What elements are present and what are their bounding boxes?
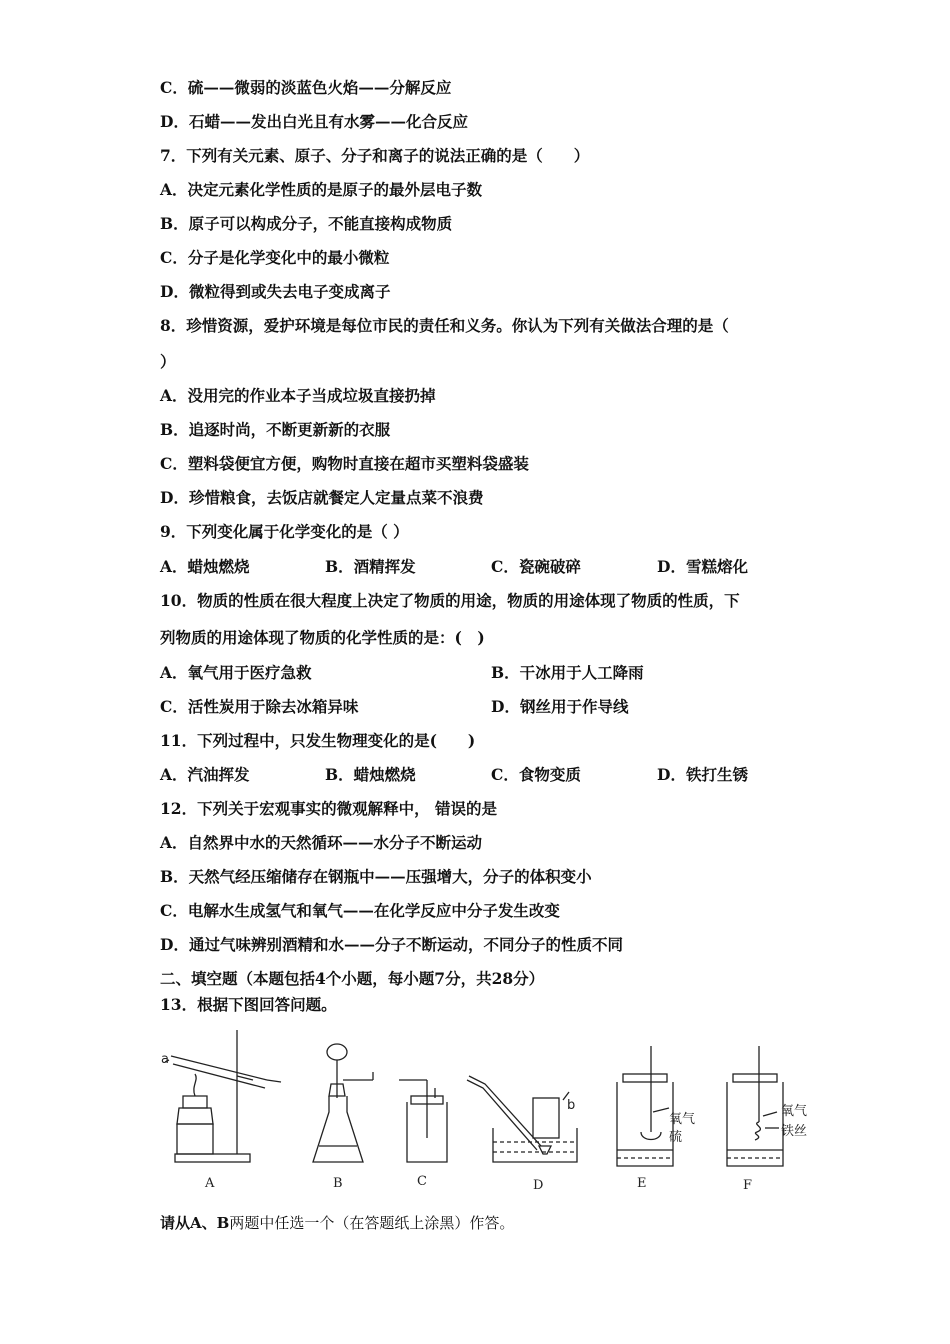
- figure-label-e: E: [637, 1176, 647, 1191]
- q9-option-b: B．酒精挥发: [325, 557, 416, 576]
- q11-option-a: A．汽油挥发: [160, 765, 250, 784]
- q11-stem: 11．下列过程中，只发生物理变化的是( ): [160, 731, 476, 750]
- q8-option-c: C．塑料袋便宜方便，购物时直接在超市买塑料袋盛装: [160, 454, 529, 473]
- q9-stem: 9．下列变化属于化学变化的是（ ）: [160, 522, 409, 541]
- apparatus-b: [313, 1044, 373, 1162]
- q10-stem-line2: 列物质的用途体现了物质的化学性质的是：( ): [160, 628, 485, 647]
- apparatus-a: [165, 1030, 281, 1162]
- q9-option-a: A．蜡烛燃烧: [160, 557, 250, 576]
- q12-option-a: A．自然界中水的天然循环——水分子不断运动: [160, 833, 483, 852]
- q8-stem-line2: ）: [160, 352, 176, 371]
- figure-label-b: B: [333, 1176, 343, 1191]
- figure-label-d: D: [533, 1178, 544, 1193]
- apparatus-f: [727, 1046, 783, 1166]
- q8-option-a: A．没用完的作业本子当成垃圾直接扔掉: [160, 386, 436, 405]
- q10-option-d: D．钢丝用于作导线: [491, 697, 629, 716]
- q12-option-b: B．天然气经压缩储存在钢瓶中——压强增大，分子的体积变小: [160, 867, 592, 886]
- q7-stem: 7．下列有关元素、原子、分子和离子的说法正确的是（ ）: [160, 146, 590, 165]
- q12-stem: 12．下列关于宏观事实的微观解释中， 错误的是: [160, 799, 497, 818]
- q7-option-a: A．决定元素化学性质的是原子的最外层电子数: [160, 180, 483, 199]
- q7-option-b: B．原子可以构成分子，不能直接构成物质: [160, 214, 453, 233]
- q7-option-d: D．微粒得到或失去电子变成离子: [160, 282, 391, 301]
- note-rest: 两题中任选一个（在答题纸上涂黑）作答。: [229, 1214, 515, 1232]
- q9-option-d: D．雪糕熔化: [657, 557, 748, 576]
- e-substance-label: 硫: [669, 1130, 683, 1145]
- apparatus-c: [399, 1080, 447, 1162]
- figure-label-f: F: [743, 1178, 753, 1193]
- q13-stem: 13．根据下图回答问题。: [160, 995, 337, 1014]
- q11-option-b: B．蜡烛燃烧: [325, 765, 416, 784]
- q6-option-d: D．石蜡——发出白光且有水雾——化合反应: [160, 112, 468, 131]
- f-substance-label: 铁丝: [781, 1124, 808, 1139]
- e-gas-label: 氧气: [669, 1112, 696, 1127]
- q10-stem-line1: 10．物质的性质在很大程度上决定了物质的用途，物质的用途体现了物质的性质，下: [160, 591, 740, 610]
- q10-option-b: B．干冰用于人工降雨: [491, 663, 644, 682]
- q11-option-c: C．食物变质: [491, 765, 581, 784]
- q11-option-d: D．铁打生锈: [657, 765, 748, 784]
- apparatus-e: [617, 1046, 673, 1166]
- q8-stem-line1: 8．珍惜资源，爱护环境是每位市民的责任和义务。你认为下列有关做法合理的是（: [160, 316, 729, 335]
- apparatus-figure: [155, 1028, 835, 1198]
- figure-label-c: C: [417, 1174, 427, 1189]
- label-b-marker: b: [567, 1098, 576, 1113]
- q9-option-c: C．瓷碗破碎: [491, 557, 581, 576]
- q6-option-c: C．硫——微弱的淡蓝色火焰——分解反应: [160, 78, 452, 97]
- q10-option-a: A．氧气用于医疗急救: [160, 663, 312, 682]
- q10-option-c: C．活性炭用于除去冰箱异味: [160, 697, 359, 716]
- note-bold: 请从A、B: [160, 1214, 230, 1232]
- label-a-marker: a: [161, 1052, 169, 1067]
- q8-option-d: D．珍惜粮食，去饭店就餐定人定量点菜不浪费: [160, 488, 484, 507]
- q12-option-c: C．电解水生成氢气和氧气——在化学反应中分子发生改变: [160, 901, 560, 920]
- apparatus-drawing: [155, 1028, 835, 1198]
- instruction-note: [160, 1212, 514, 1233]
- q12-option-d: D．通过气味辨别酒精和水——分子不断运动，不同分子的性质不同: [160, 935, 623, 954]
- f-gas-label: 氧气: [781, 1104, 808, 1119]
- section-heading: 二、填空题（本题包括4个小题，每小题7分，共28分）: [160, 969, 545, 988]
- q7-option-c: C．分子是化学变化中的最小微粒: [160, 248, 390, 267]
- apparatus-d: [467, 1076, 577, 1162]
- figure-label-a: A: [205, 1176, 215, 1191]
- q8-option-b: B．追逐时尚，不断更新新的衣服: [160, 420, 391, 439]
